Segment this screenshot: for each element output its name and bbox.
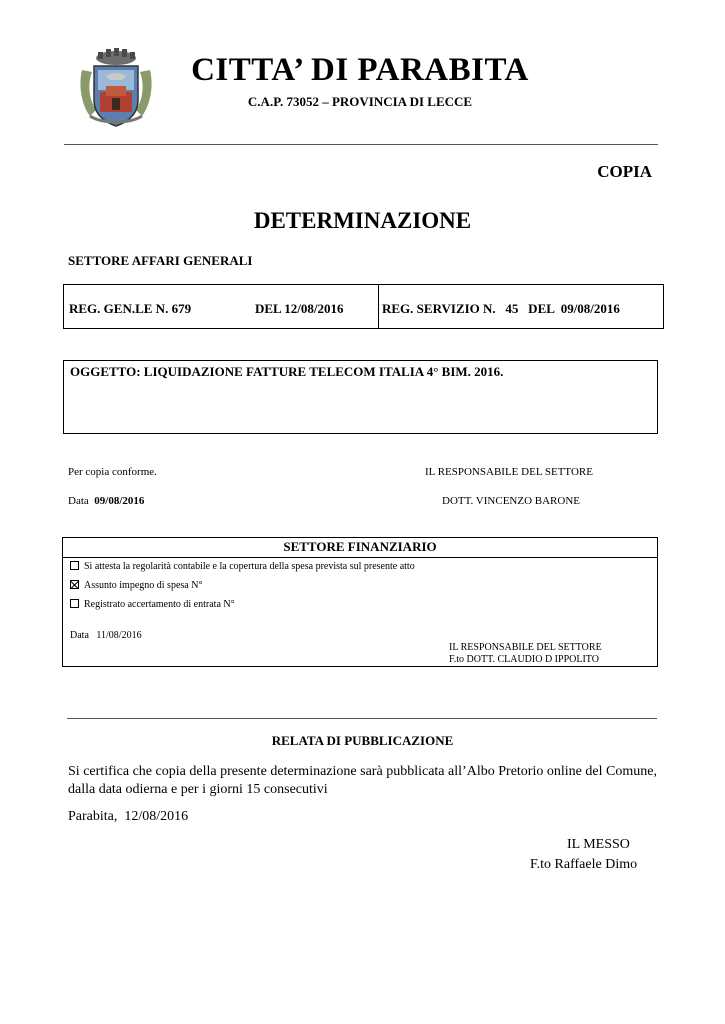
finance-responsible-title: IL RESPONSABILE DEL SETTORE: [449, 642, 602, 653]
finance-check-3[interactable]: [70, 599, 235, 610]
publication-title: RELATA DI PUBBLICAZIONE: [271, 733, 454, 748]
copy-conformity-note: Per copia conforme.: [68, 466, 157, 478]
conformity-responsible-title: IL RESPONSABILE DEL SETTORE: [425, 466, 593, 478]
reg-service: REG. SERVIZIO N. 45 DEL 09/08/2016: [382, 301, 620, 316]
finance-title: SETTORE FINANZIARIO: [283, 539, 437, 554]
publication-divider: [67, 718, 657, 719]
finance-title-divider: [63, 557, 657, 558]
publication-body: Si certifica che copia della presente determinazione sarà pubblicata all’Albo Pretorio online del Comune, dalla data odierna e per i giorni 15 consecutivi: [68, 764, 657, 797]
conformity-responsible-name: DOTT. VINCENZO BARONE: [442, 495, 580, 507]
reg-general-number: REG. GEN.LE N. 679: [69, 301, 192, 316]
city-subtitle: C.A.P. 73052 – PROVINCIA DI LECCE: [247, 94, 473, 109]
subject-text: OGGETTO: LIQUIDAZIONE FATTURE TELECOM ITALIA 4° BIM. 2016.: [70, 364, 504, 379]
finance-check-1-label: Si attesta la regolarità contabile e la copertura della spesa prevista sul presente atto: [84, 561, 415, 572]
conformity-date-label: Data: [68, 495, 89, 507]
sector-label: SETTORE AFFARI GENERALI: [68, 253, 253, 268]
conformity-date: [68, 495, 144, 507]
reg-general-date: DEL 12/08/2016: [255, 301, 344, 316]
finance-responsible-name: F.to DOTT. CLAUDIO D IPPOLITO: [449, 654, 599, 665]
registry-box: [63, 284, 664, 329]
finance-check-1[interactable]: [70, 561, 415, 572]
finance-check-2[interactable]: [70, 580, 202, 591]
header-divider: [64, 144, 658, 145]
checked-checkbox-icon[interactable]: [70, 580, 79, 589]
messenger-title: IL MESSO: [567, 837, 630, 852]
copy-label: COPIA: [597, 162, 652, 181]
city-title: CITTA’ DI PARABITA: [191, 52, 529, 88]
publication-place-date: Parabita, 12/08/2016: [68, 809, 189, 824]
checkbox-icon[interactable]: [70, 561, 79, 570]
messenger-name: F.to Raffaele Dimo: [530, 857, 638, 872]
finance-box: [62, 537, 658, 667]
finance-check-2-label: Assunto impegno di spesa N°: [84, 580, 203, 591]
city-emblem-icon: [76, 46, 156, 128]
registry-divider: [378, 285, 379, 328]
finance-check-3-label: Registrato accertamento di entrata N°: [84, 599, 235, 610]
finance-date: Data 11/08/2016: [70, 630, 142, 641]
document-title: DETERMINAZIONE: [253, 208, 472, 233]
checkbox-icon[interactable]: [70, 599, 79, 608]
subject-box: [63, 360, 658, 434]
conformity-date-value: 09/08/2016: [94, 495, 145, 507]
